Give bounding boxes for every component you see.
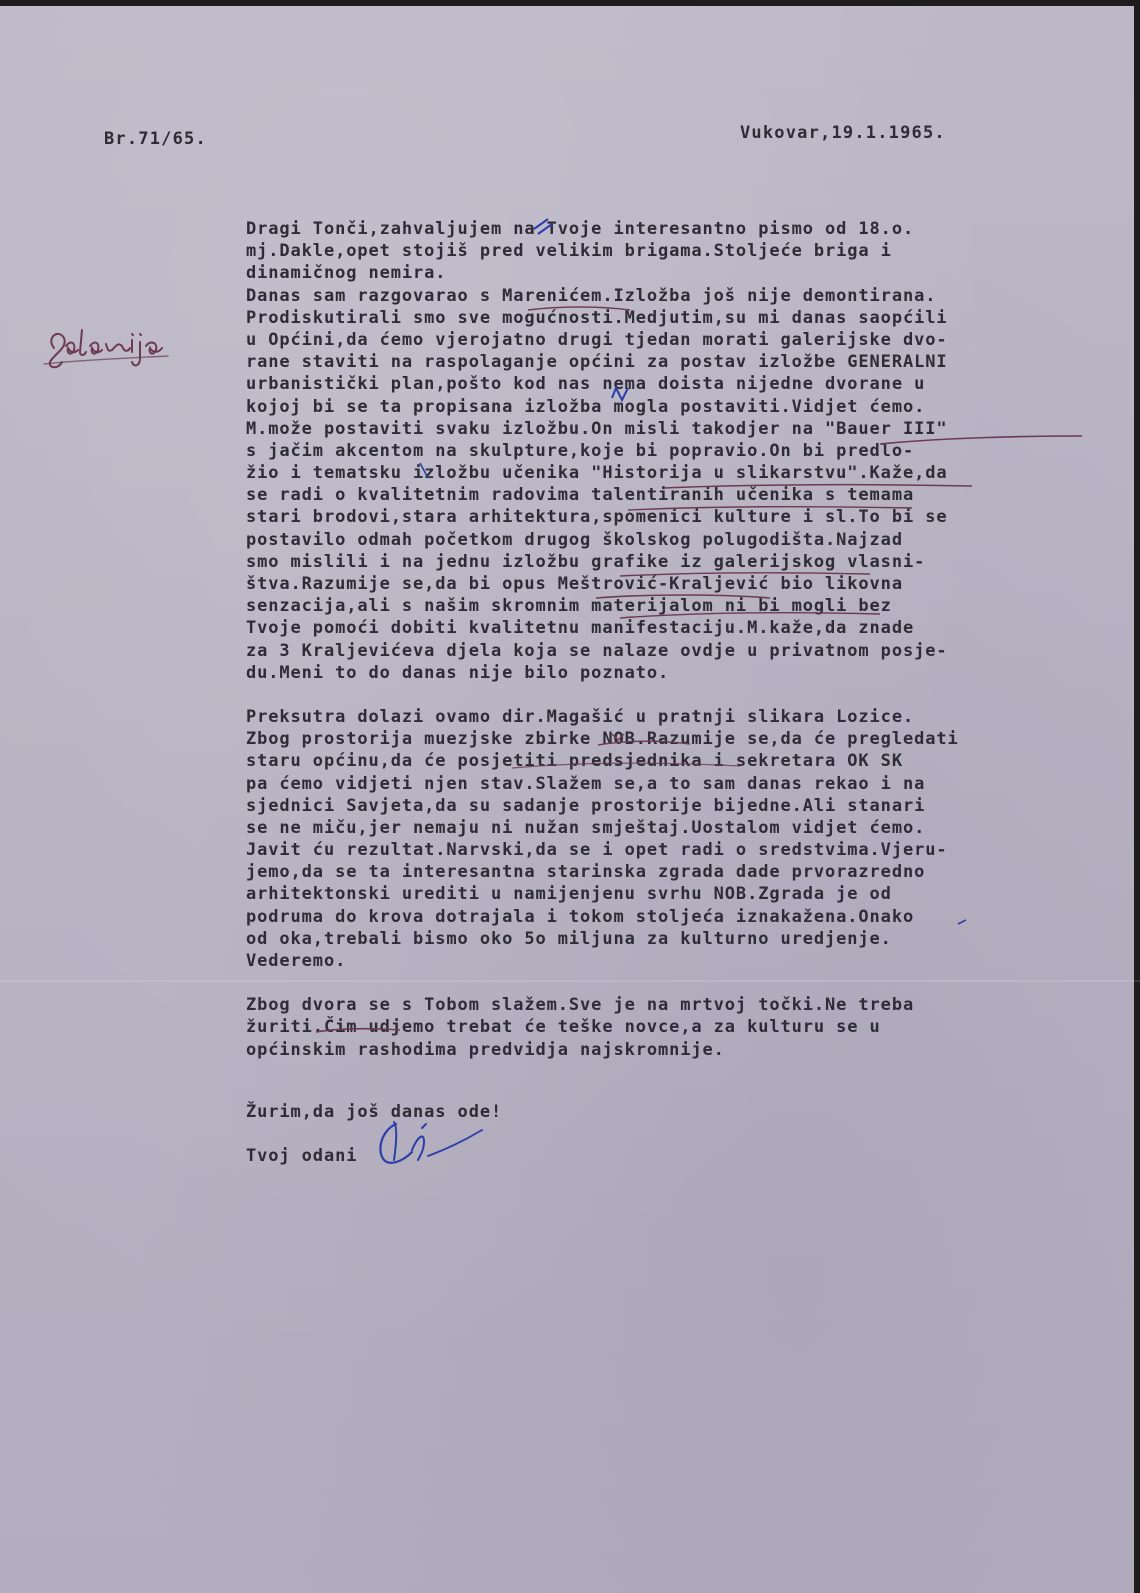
body-line: za 3 Kraljevićeva djela koja se nalaze ovdje u privatnom posje- xyxy=(246,640,948,661)
body-line: kojoj bi se ta propisana izložba mogla postaviti.Vidjet ćemo. xyxy=(246,396,926,417)
body-line: sjednici Savjeta,da su sadanje prostorije bijedne.Ali stanari xyxy=(246,795,926,816)
scan-edge-right xyxy=(1134,0,1140,1593)
body-line: Danas sam razgovarao s Marenićem.Izložba još nije demontirana. xyxy=(246,285,937,306)
body-line: senzacija,ali s našim skromnim materijalom ni bi mogli bez xyxy=(246,596,892,617)
body-line: dinamičnog nemira. xyxy=(246,263,447,284)
body-line: Javit ću rezultat.Narvski,da se i opet radi o sredstvima.Vjeru- xyxy=(246,840,948,861)
body-line: staru općinu,da će posjetiti predsjednika i sekretara OK SK xyxy=(246,751,903,772)
signature xyxy=(372,1116,492,1176)
scan-edge-top xyxy=(0,0,1140,6)
body-line: pa ćemo vidjeti njen stav.Slažem se,a to sam danas rekao i na xyxy=(246,773,926,794)
margin-note-galerija xyxy=(40,318,172,378)
body-line: se radi o kvalitetnim radovima talentiranih učenika s temama xyxy=(246,485,915,506)
letter-body xyxy=(246,218,1096,1061)
body-line: arhitektonski urediti u namijenjenu svrhu NOB.Zgrada je od xyxy=(246,884,892,905)
body-line: žio i tematsku izložbu učenika "Historija u slikarstvu".Kaže,da xyxy=(246,463,948,484)
body-line: s jačim akcentom na skulpture,koje bi popravio.On bi predlo- xyxy=(246,440,915,461)
body-line: Zbog dvora se s Tobom slažem.Sve je na mrtvoj točki.Ne treba xyxy=(246,995,915,1016)
body-line: žuriti.Čim udjemo trebat će teške novce,a za kulturu se u xyxy=(246,1017,881,1038)
place-and-date: Vukovar,19.1.1965. xyxy=(740,123,946,143)
body-line: se ne miču,jer nemaju ni nužan smještaj.Uostalom vidjet ćemo. xyxy=(246,817,926,838)
body-line: od oka,trebali bismo oko 5o miljuna za kulturno uredjenje. xyxy=(246,928,892,949)
body-line: Prodiskutirali smo sve mogućnosti.Medjutim,su mi danas saopćili xyxy=(246,307,948,328)
body-line: smo mislili i na jednu izložbu grafike iz galerijskog vlasni- xyxy=(246,551,926,572)
body-line: M.može postaviti svaku izložbu.On misli takodjer na "Bauer III" xyxy=(246,418,948,439)
body-line: du.Meni to do danas nije bilo poznato. xyxy=(246,662,670,683)
body-line: urbanistički plan,pošto kod nas nema doista nijedne dvorane u xyxy=(246,374,926,395)
body-line: općinskim rashodima predvidja najskromnije. xyxy=(246,1039,725,1060)
body-line: jemo,da se ta interesantna starinska zgrada dade prvorazredno xyxy=(246,862,926,883)
body-line: mj.Dakle,opet stojiš pred velikim brigama.Stoljeće briga i xyxy=(246,241,892,262)
body-line: u Općini,da ćemo vjerojatno drugi tjedan morati galerijske dvo- xyxy=(246,329,948,350)
body-line: postavilo odmah početkom drugog školskog polugodišta.Najzad xyxy=(246,529,903,550)
body-line: Tvoje pomoći dobiti kvalitetnu manifestaciju.M.kaže,da znade xyxy=(246,618,915,639)
body-line: Zbog prostorija muezjske zbirke NOB.Razumije se,da će pregledati xyxy=(246,729,959,750)
body-line: stari brodovi,stara arhitektura,spomenici kulture i sl.To bi se xyxy=(246,507,948,528)
reference-number: Br.71/65. xyxy=(104,129,207,149)
body-line: podruma do krova dotrajala i tokom stoljeća iznakažena.Onako xyxy=(246,906,915,927)
body-line: Preksutra dolazi ovamo dir.Magašić u pratnji slikara Lozice. xyxy=(246,706,915,727)
signoff-text: Tvoj odani xyxy=(246,1146,358,1166)
paragraph-gap xyxy=(246,972,1096,994)
closing-line: Žurim,da još danas ode! xyxy=(246,1102,503,1122)
body-line: Dragi Tonči,zahvaljujem na Tvoje interesantno pismo od 18.o. xyxy=(246,219,915,239)
body-line: rane staviti na raspolaganje općini za postav izložbe GENERALNI xyxy=(246,352,948,373)
paragraph-gap xyxy=(246,684,1096,706)
body-line: štva.Razumije se,da bi opus Meštrović-Kraljević bio likovna xyxy=(246,574,903,594)
body-line: Vederemo. xyxy=(246,951,347,971)
